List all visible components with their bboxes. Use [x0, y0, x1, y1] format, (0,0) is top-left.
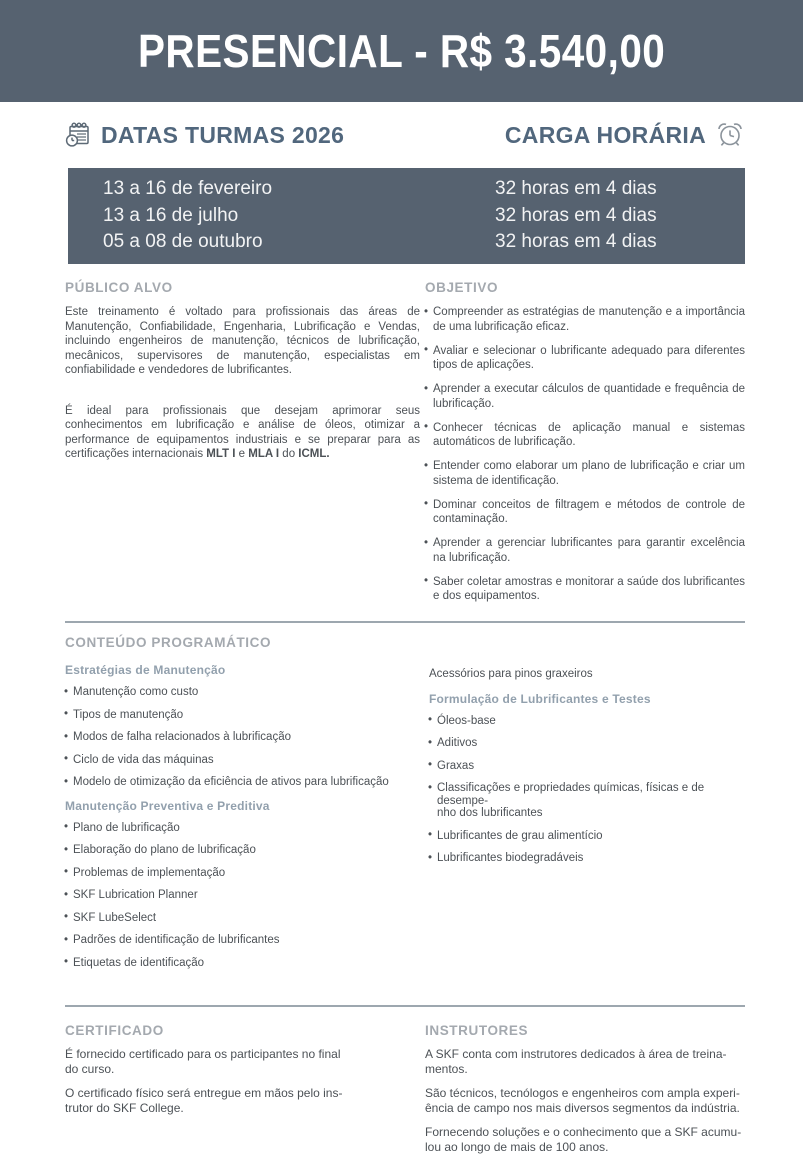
- objetivo-item: • Saber coletar amostras e monitorar a saúde dos lubrificantes e dos equipamentos.: [425, 575, 745, 604]
- schedule-dates-list: [68, 176, 495, 256]
- publico-alvo-column: [65, 280, 420, 613]
- dates-heading: DATAS TURMAS 2026: [101, 121, 345, 148]
- schedule-header-row: [65, 116, 745, 154]
- conteudo-item: • Óleos-base: [429, 715, 745, 728]
- certification-mla: MLA I: [248, 448, 280, 460]
- certificado-paragraph: É fornecido certificado para os participantes no final do curso.: [65, 1047, 341, 1076]
- schedule-date: 05 a 08 de outubro: [103, 231, 263, 253]
- conteudo-item: • SKF LubeSelect: [65, 912, 420, 925]
- instrutores-column: [425, 1023, 745, 1155]
- conteudo-item: • Etiquetas de identificação: [65, 957, 420, 970]
- objetivo-item: • Compreender as estratégias de manutenção e a importância de uma lubrificação eficaz.: [425, 305, 745, 334]
- schedule-date: 13 a 16 de julho: [103, 204, 239, 226]
- objetivo-item: • Dominar conceitos de filtragem e métodos de controle de contaminação.: [425, 498, 745, 527]
- certification-icml: ICML.: [298, 448, 330, 460]
- objetivo-item: • Aprender a executar cálculos de quantidade e frequência de lubrificação.: [425, 382, 745, 411]
- conteudo-item: • Tipos de manutenção: [65, 709, 420, 722]
- subheading-estrategias: Estratégias de Manutenção: [65, 663, 226, 677]
- schedule-hours: 32 horas em 4 dias: [495, 204, 657, 226]
- objetivo-item: • Entender como elaborar um plano de lubrificação e criar um sistema de identificação.: [425, 459, 745, 488]
- conteudo-item: • Classificações e propriedades químicas, físicas e de desempe- nho dos lubrificantes: [429, 782, 745, 820]
- section-divider: [65, 1005, 745, 1007]
- conteudo-item: • Manutenção como custo: [65, 686, 420, 699]
- preventiva-list: [65, 822, 420, 970]
- certificado-column: [65, 1023, 420, 1155]
- subheading-preventiva: Manutenção Preventiva e Preditiva: [65, 798, 270, 813]
- hours-heading: CARGA HORÁRIA: [504, 121, 706, 148]
- instrutores-paragraph: A SKF conta com instrutores dedicados à área de treina- mentos.: [425, 1047, 727, 1076]
- instrutores-paragraph: Fornecendo soluções e o conhecimento que a SKF acumu- lou ao longo de mais de 100 anos.: [425, 1125, 742, 1154]
- objetivo-title: OBJETIVO: [425, 280, 499, 295]
- conteudo-item: • Plano de lubrificação: [65, 822, 420, 835]
- certificado-paragraphs: [65, 1047, 420, 1116]
- section-divider: [65, 621, 745, 623]
- schedule-hours: 32 horas em 4 dias: [495, 231, 657, 253]
- schedule-box: [68, 168, 745, 264]
- objetivo-list: [425, 305, 745, 604]
- objetivo-item: • Aprender a gerenciar lubrificantes para garantir excelência na lubrificação.: [425, 536, 745, 565]
- conteudo-item: • Elaboração do plano de lubrificação: [65, 844, 420, 857]
- conteudo-item: • Modelo de otimização da eficiência de ativos para lubrificação: [65, 776, 420, 789]
- instrutores-paragraphs: [425, 1047, 745, 1155]
- conteudo-item: • Modos de falha relacionados à lubrificação: [65, 731, 420, 744]
- conteudo-item: • Lubrificantes de grau alimentício: [429, 830, 745, 843]
- objetivo-column: [425, 280, 745, 613]
- subheading-formulacao: Formulação de Lubrificantes e Testes: [429, 691, 651, 706]
- conteudo-right-column: [425, 654, 745, 979]
- hours-heading-group: [505, 121, 745, 149]
- conteudo-item: • Padrões de identificação de lubrificantes: [65, 934, 420, 947]
- schedule-hours-list: [495, 176, 657, 256]
- audience-objective-section: [0, 280, 803, 613]
- publico-alvo-paragraph-1: Este treinamento é voltado para profissionais das áreas de Manutenção, Confiabilidade, Engenharia, Lubrificação e Vendas, incluindo engenheiros de manutenção, técnicos de lubrificação, mecânicos, supervisores de manutenção, especialistas em confiabilidade e vendedores de lubrificantes.: [65, 306, 420, 376]
- conteudo-item: • Lubrificantes biodegradáveis: [429, 852, 745, 865]
- footer-info-section: [0, 1023, 803, 1155]
- schedule-section: [0, 168, 803, 264]
- schedule-date: 13 a 16 de fevereiro: [103, 178, 273, 200]
- estrategias-list: [65, 686, 420, 789]
- conteudo-item: • Problemas de implementação: [65, 867, 420, 880]
- conteudo-item: • SKF Lubrication Planner: [65, 889, 420, 902]
- banner-title: PRESENCIAL - R$ 3.540,00: [137, 25, 666, 77]
- instrutores-paragraph: São técnicos, tecnólogos e engenheiros com ampla experi- ência de campo nos mais diversos segmentos da indústria.: [425, 1086, 740, 1115]
- schedule-hours: 32 horas em 4 dias: [495, 178, 657, 200]
- publico-alvo-paragraph-2: É ideal para profissionais que desejam aprimorar seus conhecimentos em lubrificação e análise de óleos, otimizar a performance de equipamentos industriais e se preparar para as certificações internacionais MLT I e MLA I do ICML.: [65, 404, 420, 460]
- instrutores-title: INSTRUTORES: [425, 1023, 529, 1038]
- conteudo-programatico-section: [0, 635, 803, 979]
- conteudo-item: • Graxas: [429, 760, 745, 773]
- conteudo-item: • Ciclo de vida das máquinas: [65, 754, 420, 767]
- price-banner: [0, 0, 803, 102]
- publico-alvo-title: PÚBLICO ALVO: [65, 280, 173, 295]
- conteudo-title: CONTEÚDO PROGRAMÁTICO: [65, 635, 272, 650]
- formulacao-list: [429, 715, 745, 865]
- conteudo-item: • Aditivos: [429, 737, 745, 750]
- certificado-paragraph: O certificado físico será entregue em mãos pelo ins- trutor do SKF College.: [65, 1086, 343, 1115]
- objetivo-item: • Conhecer técnicas de aplicação manual e sistemas automáticos de lubrificação.: [425, 421, 745, 450]
- alarm-clock-icon: [715, 121, 745, 149]
- conteudo-left-column: [65, 654, 420, 979]
- dates-heading-group: [65, 122, 344, 149]
- objetivo-item: • Avaliar e selecionar o lubrificante adequado para diferentes tipos de aplicações.: [425, 344, 745, 373]
- calendar-icon: [65, 122, 92, 148]
- certification-mlt: MLT I: [206, 448, 236, 460]
- conteudo-intro-item: Acessórios para pinos graxeiros: [429, 668, 593, 680]
- certificado-title: CERTIFICADO: [65, 1023, 164, 1038]
